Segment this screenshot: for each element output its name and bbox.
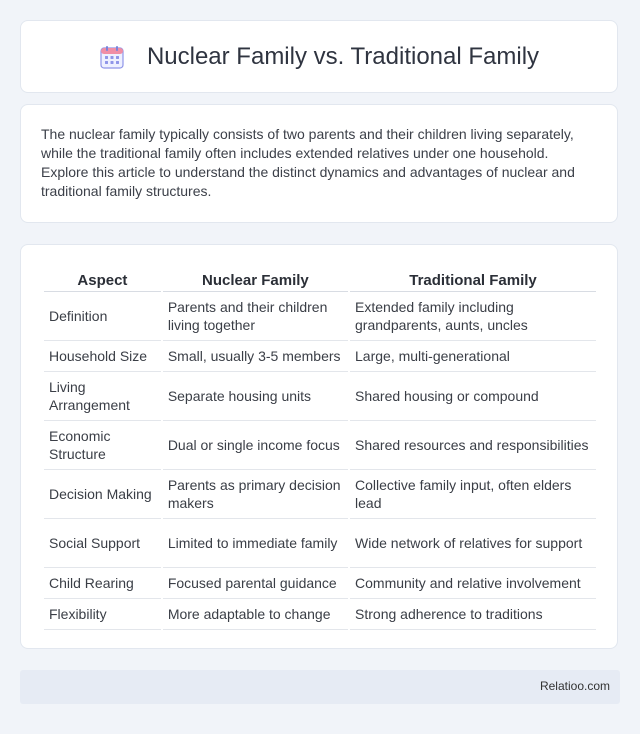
table-cell: Strong adherence to traditions — [350, 599, 596, 630]
table-cell: Dual or single income focus — [163, 421, 348, 470]
calendar-icon — [99, 44, 125, 70]
table-cell: Separate housing units — [163, 372, 348, 421]
table-row — [44, 599, 596, 630]
header-aspect: Aspect — [44, 265, 161, 292]
table-cell: More adaptable to change — [163, 599, 348, 630]
table-cell: Shared resources and responsibilities — [350, 421, 596, 470]
table-row — [44, 519, 596, 568]
page-title: Nuclear Family vs. Traditional Family — [146, 42, 540, 70]
table-cell: Economic Structure — [44, 421, 161, 470]
table-cell: Community and relative involvement — [350, 568, 596, 599]
header-nuclear: Nuclear Family — [163, 265, 348, 292]
table-cell: Decision Making — [44, 470, 161, 519]
intro-card — [20, 104, 618, 223]
table-row — [44, 341, 596, 372]
table-cell: Limited to immediate family — [163, 519, 348, 568]
table-row — [44, 372, 596, 421]
footer-brand: Relatioo.com — [539, 679, 610, 693]
comparison-table — [42, 265, 598, 630]
table-cell: Extended family including grandparents, aunts, uncles — [350, 292, 596, 341]
table-cell: Large, multi-generational — [350, 341, 596, 372]
comparison-card — [20, 244, 618, 649]
table-row — [44, 470, 596, 519]
table-cell: Household Size — [44, 341, 161, 372]
table-row — [44, 292, 596, 341]
footer — [20, 670, 620, 704]
table-cell: Focused parental guidance — [163, 568, 348, 599]
table-cell: Flexibility — [44, 599, 161, 630]
table-cell: Collective family input, often elders lead — [350, 470, 596, 519]
table-cell: Child Rearing — [44, 568, 161, 599]
table-cell: Definition — [44, 292, 161, 341]
table-row — [44, 568, 596, 599]
header-traditional: Traditional Family — [350, 265, 596, 292]
table-cell: Parents and their children living together — [163, 292, 348, 341]
table-cell: Living Arrangement — [44, 372, 161, 421]
table-cell: Small, usually 3-5 members — [163, 341, 348, 372]
table-row — [44, 421, 596, 470]
table-header-row — [44, 265, 596, 292]
table-cell: Shared housing or compound — [350, 372, 596, 421]
table-cell: Wide network of relatives for support — [350, 519, 596, 568]
intro-text: The nuclear family typically consists of two parents and their children living separately, while the traditional family often includes extended relatives under one household. Explore this article to understand the distinct dynamics and advantages of nuclear and traditional family structures. — [41, 126, 575, 199]
table-cell: Social Support — [44, 519, 161, 568]
title-card — [20, 20, 618, 93]
table-cell: Parents as primary decision makers — [163, 470, 348, 519]
